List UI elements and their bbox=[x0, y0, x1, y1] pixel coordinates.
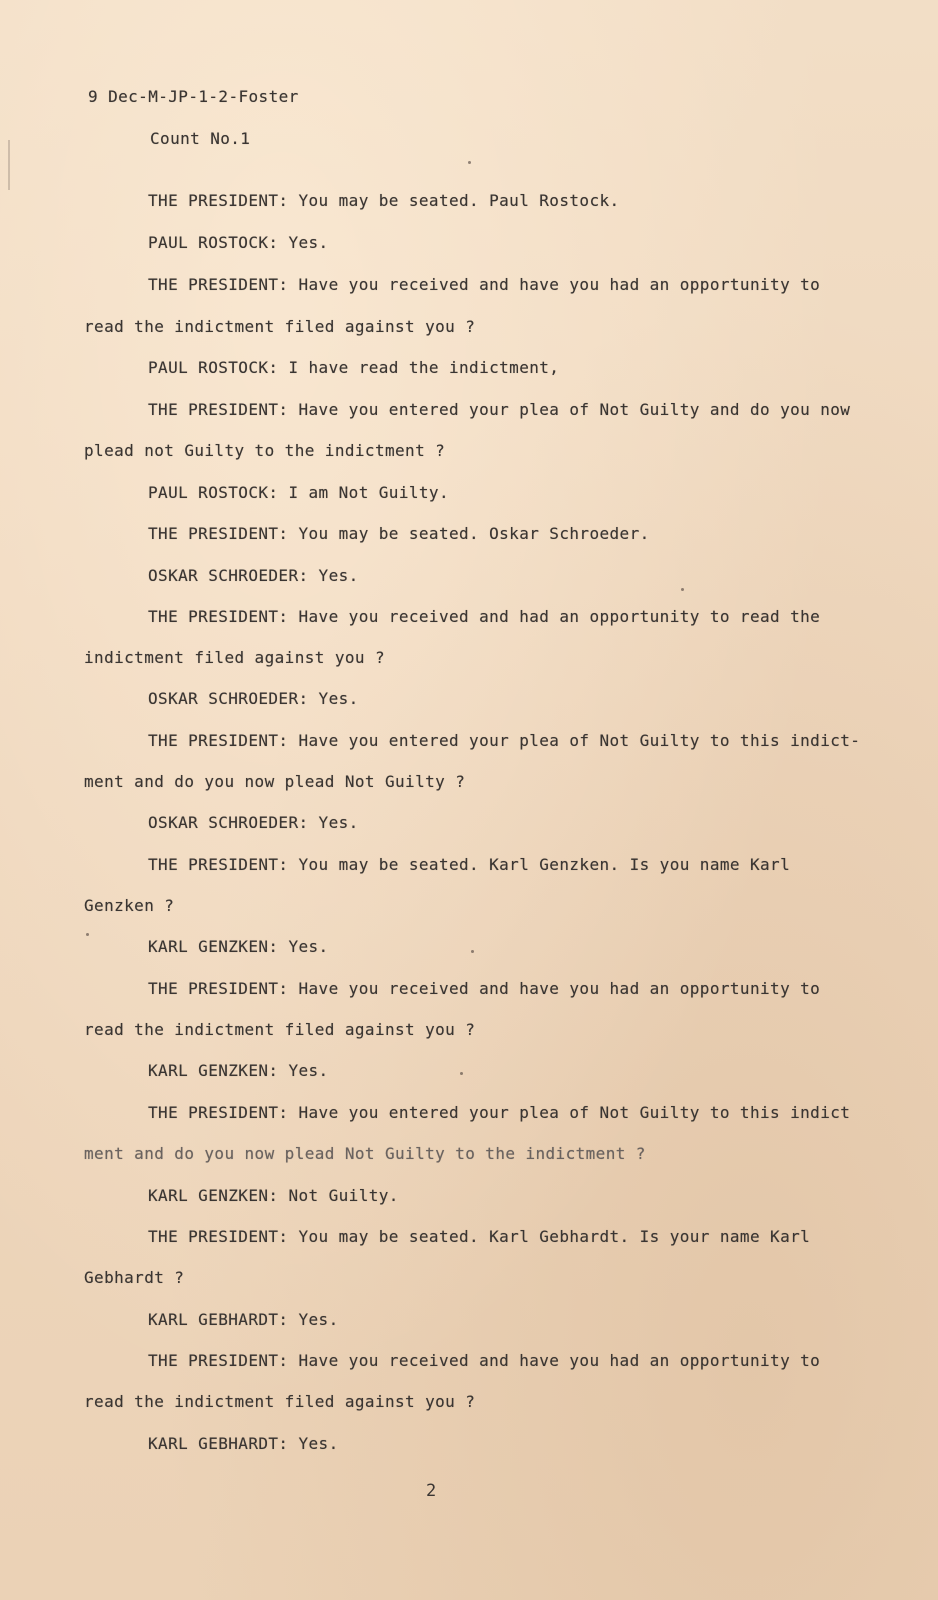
transcript-line: THE PRESIDENT: You may be seated. Paul Rostock. bbox=[148, 191, 620, 210]
transcript-line: KARL GENZKEN: Not Guilty. bbox=[148, 1186, 399, 1205]
transcript-line: PAUL ROSTOCK: I have read the indictment, bbox=[148, 358, 560, 377]
count-heading: Count No.1 bbox=[150, 129, 251, 148]
transcript-line: Gebhardt ? bbox=[84, 1268, 185, 1287]
page-number: 2 bbox=[426, 1481, 437, 1501]
transcript-line: THE PRESIDENT: Have you entered your plea of Not Guilty to this indict- bbox=[148, 731, 861, 750]
transcript-line: THE PRESIDENT: Have you entered your plea of Not Guilty and do you now bbox=[148, 400, 851, 419]
transcript-line: KARL GENZKEN: Yes. bbox=[148, 937, 329, 956]
transcript-line: PAUL ROSTOCK: I am Not Guilty. bbox=[148, 483, 449, 502]
document-header: 9 Dec-M-JP-1-2-Foster bbox=[88, 87, 299, 106]
transcript-line: KARL GENZKEN: Yes. bbox=[148, 1061, 329, 1080]
transcript-line: THE PRESIDENT: Have you entered your plea of Not Guilty to this indict bbox=[148, 1103, 851, 1122]
paper-speck bbox=[468, 161, 471, 164]
paper-speck bbox=[86, 933, 89, 936]
transcript-line: read the indictment filed against you ? bbox=[84, 1020, 476, 1039]
transcript-line: KARL GEBHARDT: Yes. bbox=[148, 1310, 339, 1329]
transcript-line: THE PRESIDENT: Have you received and have you had an opportunity to bbox=[148, 979, 821, 998]
paper-speck bbox=[471, 950, 474, 953]
paper-speck bbox=[681, 588, 684, 591]
transcript-line: Genzken ? bbox=[84, 896, 175, 915]
transcript-line: ment and do you now plead Not Guilty ? bbox=[84, 772, 466, 791]
transcript-line: THE PRESIDENT: Have you received and had an opportunity to read the bbox=[148, 607, 821, 626]
transcript-line: OSKAR SCHROEDER: Yes. bbox=[148, 566, 359, 585]
transcript-line: read the indictment filed against you ? bbox=[84, 1392, 476, 1411]
transcript-line: OSKAR SCHROEDER: Yes. bbox=[148, 813, 359, 832]
transcript-line: KARL GEBHARDT: Yes. bbox=[148, 1434, 339, 1453]
transcript-line: indictment filed against you ? bbox=[84, 648, 385, 667]
paper-speck bbox=[460, 1072, 463, 1075]
transcript-line: THE PRESIDENT: You may be seated. Oskar Schroeder. bbox=[148, 524, 650, 543]
transcript-line: THE PRESIDENT: Have you received and have you had an opportunity to bbox=[148, 275, 821, 294]
transcript-line: read the indictment filed against you ? bbox=[84, 317, 476, 336]
transcript-line: THE PRESIDENT: You may be seated. Karl Gebhardt. Is your name Karl bbox=[148, 1227, 811, 1246]
paper-edge-mark bbox=[8, 140, 10, 190]
transcript-line: plead not Guilty to the indictment ? bbox=[84, 441, 446, 460]
transcript-line: THE PRESIDENT: You may be seated. Karl Genzken. Is you name Karl bbox=[148, 855, 791, 874]
transcript-line: ment and do you now plead Not Guilty to the indictment ? bbox=[84, 1144, 646, 1163]
transcript-line: THE PRESIDENT: Have you received and have you had an opportunity to bbox=[148, 1351, 821, 1370]
transcript-line: PAUL ROSTOCK: Yes. bbox=[148, 233, 329, 252]
transcript-line: OSKAR SCHROEDER: Yes. bbox=[148, 689, 359, 708]
